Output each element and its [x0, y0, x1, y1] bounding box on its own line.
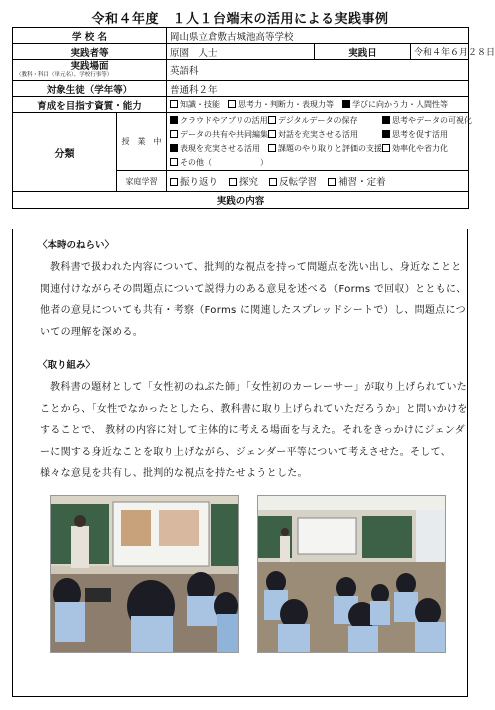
- checkbox-icon[interactable]: [268, 130, 276, 138]
- classroom-photo-right: [257, 495, 446, 653]
- checkbox-icon[interactable]: [268, 116, 276, 124]
- aim-heading: 〈本時のねらい〉: [38, 240, 115, 251]
- date-value: 令和４年６月２８日: [411, 44, 469, 60]
- info-table: [12, 27, 495, 209]
- scene-row: [13, 60, 469, 81]
- home-label: 家庭学習: [117, 171, 167, 192]
- inclass-option-dialogue[interactable]: 対話を充実させる活用: [268, 129, 382, 140]
- checkbox-icon[interactable]: [228, 100, 236, 108]
- checkbox-icon[interactable]: [170, 100, 178, 108]
- checkbox-icon[interactable]: [328, 178, 336, 186]
- inclass-option-assignment[interactable]: 課題のやり取りと評価の支援: [268, 143, 382, 154]
- page-title: 令和４年度 １人１台端末の活用による実践事例: [91, 12, 389, 27]
- home-option-remedial[interactable]: 補習・定着: [328, 174, 386, 188]
- practitioner-label: 実践者等: [13, 44, 167, 60]
- date-label: 実践日: [315, 44, 411, 60]
- school-value: 岡山県立倉敷古城池高等学校: [167, 28, 469, 44]
- checkbox-icon[interactable]: [268, 144, 276, 152]
- inclass-option-share[interactable]: データの共有や共同編集: [170, 129, 268, 140]
- school-label: 学 校 名: [13, 28, 167, 44]
- inclass-options: [167, 113, 472, 171]
- inclass-option-cloud[interactable]: クラウドやアプリの活用: [170, 115, 268, 126]
- target-value: 普通科２年: [167, 81, 469, 97]
- inclass-label: 授 業 中: [117, 113, 167, 171]
- target-row: [13, 81, 469, 97]
- checkbox-checked-icon[interactable]: [382, 116, 390, 124]
- checkbox-icon[interactable]: [269, 178, 277, 186]
- classification-label: 分類: [13, 113, 117, 192]
- content-header-row: [13, 192, 469, 209]
- home-option-inquiry[interactable]: 探究: [229, 174, 258, 188]
- scene-label-cell: [13, 60, 167, 81]
- content-header: 実践の内容: [13, 192, 469, 209]
- checkbox-checked-icon[interactable]: [382, 130, 390, 138]
- checkbox-icon[interactable]: [170, 178, 178, 186]
- checkbox-icon[interactable]: [229, 178, 237, 186]
- competency-options: [167, 97, 469, 113]
- target-label: 対象生徒（学年等）: [13, 81, 167, 97]
- scene-value: 英語科: [167, 60, 469, 81]
- checkbox-checked-icon[interactable]: [170, 144, 178, 152]
- checkbox-checked-icon[interactable]: [170, 116, 178, 124]
- inclass-row: [13, 113, 469, 171]
- checkbox-icon[interactable]: [170, 130, 178, 138]
- inclass-option-expression[interactable]: 表現を充実させる活用: [170, 143, 268, 154]
- competency-option-thinking[interactable]: 思考力・判断力・表現力等: [228, 99, 334, 110]
- competency-row: [13, 97, 469, 113]
- inclass-option-other[interactable]: その他（ ）: [170, 157, 268, 168]
- home-option-flipped[interactable]: 反転学習: [269, 174, 317, 188]
- practitioner-value: 原園 人士: [167, 44, 315, 60]
- approach-text: 教科書の題材として「女性初のねぶた師」「女性初のカーレーサー」が取り上げられていたことから、「女性でなかったとしたら、教科書に取り上げられていただろうか」と問いかけをすることで、 教材の内容に対して主体的に考える場面を与えた。それをきっかけにジェンダーに関する身近なことを取り上げながら、ジェンダー平等について考えさせた。そして、様々な意見を共有し、批判的な視点を持たせようとした。: [40, 382, 468, 479]
- competency-option-knowledge[interactable]: 知識・技能: [170, 99, 220, 110]
- inclass-option-save[interactable]: デジタルデータの保存: [268, 115, 382, 126]
- classroom-photo-left: [50, 495, 239, 653]
- checkbox-icon[interactable]: [382, 144, 390, 152]
- inclass-option-visualize[interactable]: 思考やデータの可視化: [382, 115, 472, 126]
- classroom-photo-left-image: [51, 496, 238, 652]
- school-row: [13, 28, 469, 44]
- checkbox-checked-icon[interactable]: [342, 100, 350, 108]
- scene-label: 実践場面: [70, 60, 109, 72]
- content-section: [12, 229, 468, 697]
- competency-option-attitude[interactable]: 学びに向かう力・人間性等: [342, 99, 448, 110]
- competency-label: 育成を目指す資質・能力: [13, 97, 167, 113]
- aim-text: 教科書で扱われた内容について、批判的な視点を持って問題点を洗い出し、身近なことと関連付けながらその問題点について説得力のある意見を述べる（Forms で回収）とともに、他者の意見についても共有・考察（Forms に関連したスプレッドシートで）し、問題点についての理解を深める。: [40, 262, 467, 338]
- inclass-option-thinking[interactable]: 思考を促す活用: [382, 129, 472, 140]
- classroom-photo-right-image: [258, 496, 445, 652]
- practitioner-row: [13, 44, 469, 60]
- home-options: [167, 171, 469, 192]
- scene-sublabel: （教科・科目（単元名）、学校行事等）: [16, 71, 113, 78]
- approach-heading: 〈取り組み〉: [38, 360, 96, 371]
- checkbox-icon[interactable]: [170, 158, 178, 166]
- inclass-option-efficiency[interactable]: 効率化や省力化: [382, 143, 472, 154]
- home-option-review[interactable]: 振り返り: [170, 174, 218, 188]
